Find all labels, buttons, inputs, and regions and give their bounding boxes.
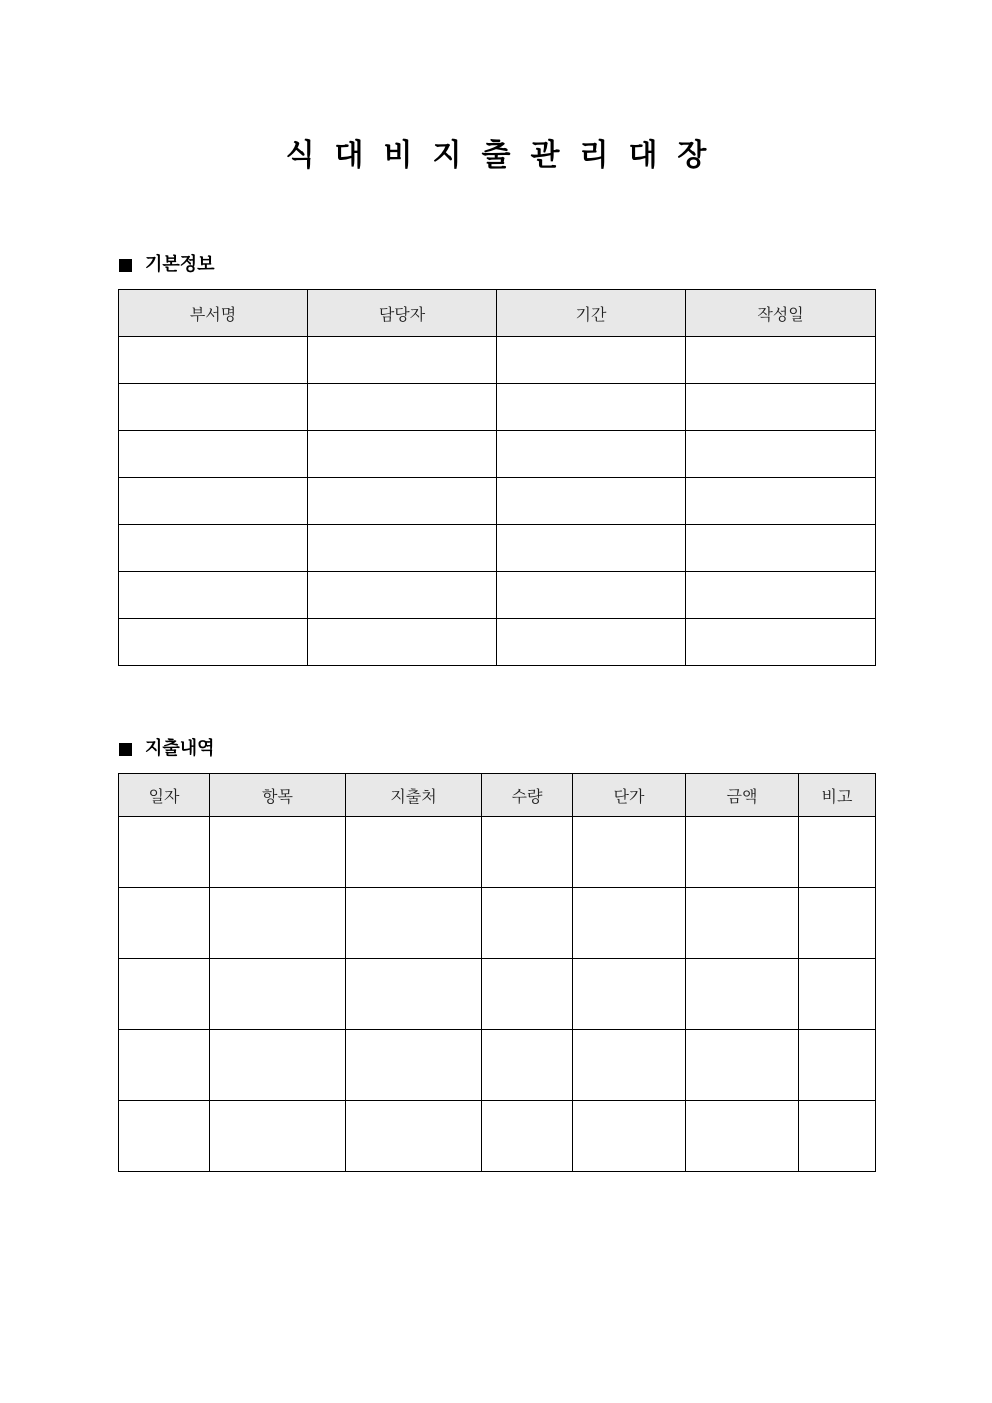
table-row bbox=[119, 384, 876, 431]
page-title: 식대비지출관리대장 bbox=[285, 138, 727, 173]
table-cell[interactable] bbox=[573, 959, 686, 1030]
table-cell[interactable] bbox=[119, 1030, 210, 1101]
table-cell[interactable] bbox=[497, 431, 686, 478]
table-cell[interactable] bbox=[119, 384, 308, 431]
column-header: 기간 bbox=[497, 290, 686, 337]
table-row bbox=[119, 478, 876, 525]
table-cell[interactable] bbox=[346, 1030, 482, 1101]
table-cell[interactable] bbox=[119, 337, 308, 384]
table-cell[interactable] bbox=[799, 1101, 876, 1172]
table-cell[interactable] bbox=[308, 478, 497, 525]
table-cell[interactable] bbox=[308, 431, 497, 478]
table-cell[interactable] bbox=[119, 888, 210, 959]
table-cell[interactable] bbox=[210, 817, 346, 888]
table-header-row bbox=[119, 774, 876, 817]
section-heading-label: 기본정보 bbox=[145, 254, 215, 275]
table-row bbox=[119, 888, 876, 959]
table-cell[interactable] bbox=[210, 1030, 346, 1101]
table-cell[interactable] bbox=[686, 817, 799, 888]
table-cell[interactable] bbox=[346, 1101, 482, 1172]
table-cell[interactable] bbox=[210, 888, 346, 959]
table-row bbox=[119, 525, 876, 572]
table-cell[interactable] bbox=[482, 1101, 573, 1172]
table-row bbox=[119, 1030, 876, 1101]
table-cell[interactable] bbox=[482, 1030, 573, 1101]
table-cell[interactable] bbox=[119, 619, 308, 666]
table-cell[interactable] bbox=[573, 888, 686, 959]
table-cell[interactable] bbox=[482, 888, 573, 959]
table-cell[interactable] bbox=[119, 572, 308, 619]
table-cell[interactable] bbox=[686, 959, 799, 1030]
table-cell[interactable] bbox=[308, 337, 497, 384]
section-heading-expense bbox=[119, 737, 215, 761]
table-cell[interactable] bbox=[686, 1030, 799, 1101]
table-row bbox=[119, 572, 876, 619]
table-cell[interactable] bbox=[119, 1101, 210, 1172]
table-cell[interactable] bbox=[210, 959, 346, 1030]
table-cell[interactable] bbox=[573, 1101, 686, 1172]
table-cell[interactable] bbox=[482, 959, 573, 1030]
table-cell[interactable] bbox=[119, 478, 308, 525]
table-cell[interactable] bbox=[799, 817, 876, 888]
column-header: 부서명 bbox=[119, 290, 308, 337]
section-heading-label: 지출내역 bbox=[145, 738, 215, 759]
table-cell[interactable] bbox=[346, 959, 482, 1030]
table-row bbox=[119, 817, 876, 888]
table-row bbox=[119, 619, 876, 666]
table-row bbox=[119, 431, 876, 478]
basic-info-table bbox=[118, 289, 876, 666]
table-cell[interactable] bbox=[119, 817, 210, 888]
table-cell[interactable] bbox=[308, 525, 497, 572]
column-header: 수량 bbox=[482, 774, 573, 817]
table-cell[interactable] bbox=[497, 572, 686, 619]
column-header: 지출처 bbox=[346, 774, 482, 817]
table-row bbox=[119, 959, 876, 1030]
column-header: 항목 bbox=[210, 774, 346, 817]
table-cell[interactable] bbox=[799, 1030, 876, 1101]
column-header: 비고 bbox=[799, 774, 876, 817]
table-cell[interactable] bbox=[346, 817, 482, 888]
table-row bbox=[119, 337, 876, 384]
table-cell[interactable] bbox=[686, 619, 876, 666]
column-header: 단가 bbox=[573, 774, 686, 817]
table-cell[interactable] bbox=[686, 431, 876, 478]
table-cell[interactable] bbox=[799, 888, 876, 959]
table-cell[interactable] bbox=[497, 619, 686, 666]
table-cell[interactable] bbox=[346, 888, 482, 959]
table-cell[interactable] bbox=[573, 1030, 686, 1101]
table-cell[interactable] bbox=[308, 572, 497, 619]
table-cell[interactable] bbox=[686, 337, 876, 384]
table-cell[interactable] bbox=[482, 817, 573, 888]
table-cell[interactable] bbox=[573, 817, 686, 888]
table-cell[interactable] bbox=[497, 525, 686, 572]
column-header: 작성일 bbox=[686, 290, 876, 337]
table-cell[interactable] bbox=[686, 384, 876, 431]
table-cell[interactable] bbox=[210, 1101, 346, 1172]
table-cell[interactable] bbox=[686, 572, 876, 619]
table-cell[interactable] bbox=[119, 959, 210, 1030]
column-header: 담당자 bbox=[308, 290, 497, 337]
table-cell[interactable] bbox=[119, 431, 308, 478]
table-row bbox=[119, 1101, 876, 1172]
table-cell[interactable] bbox=[308, 384, 497, 431]
section-heading-basic-info bbox=[119, 253, 215, 277]
table-cell[interactable] bbox=[686, 525, 876, 572]
square-bullet-icon bbox=[119, 743, 132, 756]
table-cell[interactable] bbox=[497, 478, 686, 525]
table-cell[interactable] bbox=[686, 888, 799, 959]
column-header: 금액 bbox=[686, 774, 799, 817]
table-cell[interactable] bbox=[119, 525, 308, 572]
table-cell[interactable] bbox=[799, 959, 876, 1030]
table-cell[interactable] bbox=[497, 384, 686, 431]
column-header: 일자 bbox=[119, 774, 210, 817]
table-header-row bbox=[119, 290, 876, 337]
table-cell[interactable] bbox=[686, 478, 876, 525]
expense-table bbox=[118, 773, 876, 1172]
table-cell[interactable] bbox=[497, 337, 686, 384]
table-cell[interactable] bbox=[308, 619, 497, 666]
square-bullet-icon bbox=[119, 259, 132, 272]
table-cell[interactable] bbox=[686, 1101, 799, 1172]
